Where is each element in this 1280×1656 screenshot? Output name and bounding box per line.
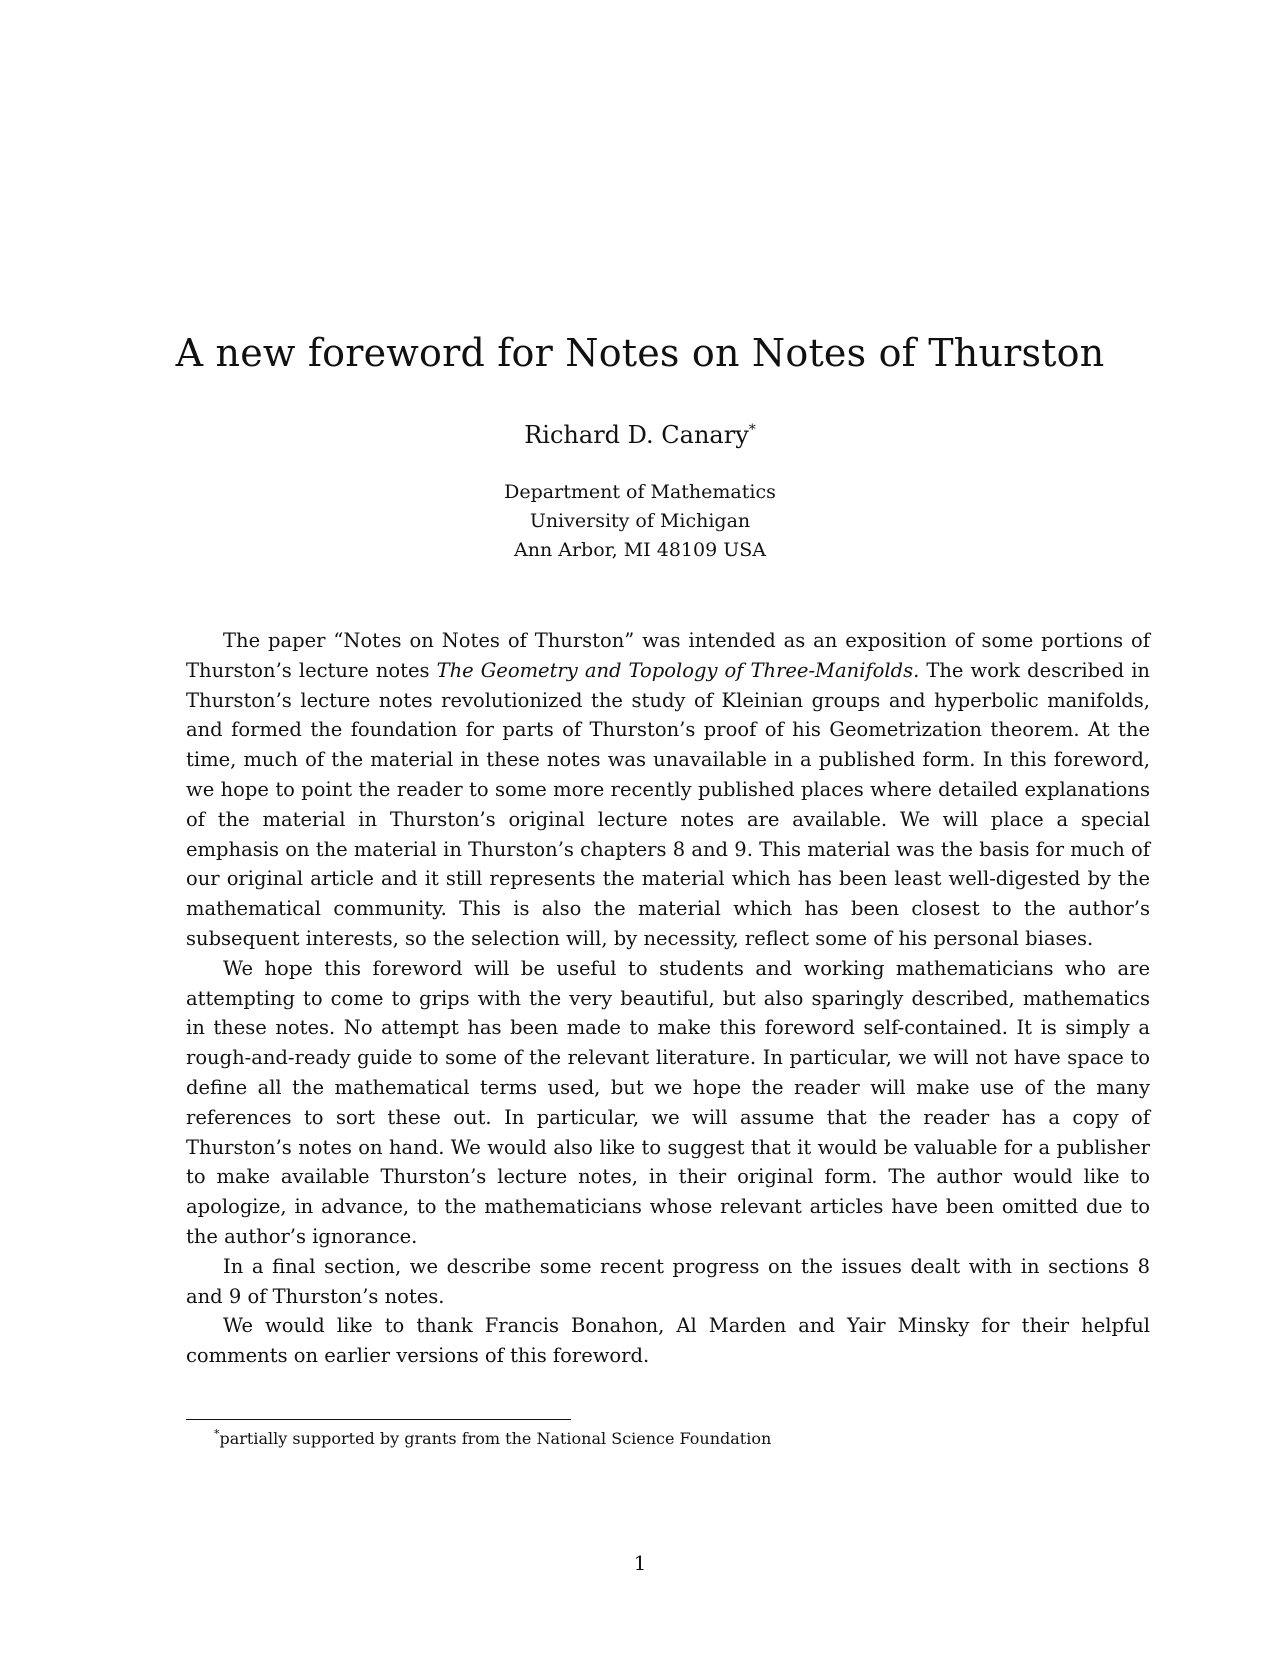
paragraph-1 [186,626,1150,954]
body-text [186,626,1150,1371]
author-name [0,420,1280,450]
paragraph-2: We hope this foreword will be useful to students and working mathematicians who are attempting to come to grips with the very beautiful, but also sparingly described, mathematics in these notes. No attempt has been made to make this foreword self-contained. It is simply a rough-and-ready guide to some of the relevant literature. In particular, we will not have space to define all the mathematical terms used, but we hope the reader will make use of the many references to sort these out. In particular, we will assume that the reader has a copy of Thurston’s notes on hand. We would also like to suggest that it would be valuable for a publisher to make available Thurston’s lecture notes, in their original form. The author would like to apologize, in advance, to the mathematicians whose relevant articles have been omitted due to the author’s ignorance. [186,956,1150,1248]
footnote-mark: * [214,1427,220,1441]
paper-title: A new foreword for Notes on Notes of Thurston [175,331,1105,375]
paragraph-4: We would like to thank Francis Bonahon, Al Marden and Yair Minsky for their helpful comments on earlier versions of this foreword. [186,1314,1150,1368]
book-title: The Geometry and Topology of Three-Manifolds. [436,658,920,682]
affiliation-department: Department of Mathematics [504,481,776,503]
paragraph-3: In a final section, we describe some recent progress on the issues dealt with in sections 8 and 9 of Thurston’s notes. [186,1254,1150,1308]
page-number: 1 [633,1551,647,1575]
footnote-rule [186,1419,571,1420]
author-footnote-mark: * [748,422,756,438]
affiliation-address: Ann Arbor, MI 48109 USA [514,539,766,561]
footnote [214,1428,1114,1450]
affiliation-university: University of Michigan [529,510,751,532]
paragraph-1-part-b: The work described in Thurston’s lecture notes revolutionized the study of Kleinian groups and hyperbolic manifolds, and formed the foundation for parts of Thurston’s proof of his Geometrization theorem. At the time, much of the material in these notes was unavailable in a published form. In this foreword, we hope to point the reader to some more recently published places where detailed explanations of the material in Thurston’s original lecture notes are available. We will place a special emphasis on the material in Thurston’s chapters 8 and 9. This material was the basis for much of our original article and it still represents the material which has been least well-digested by the mathematical community. This is also the material which has been closest to the author’s subsequent interests, so the selection will, by necessity, reflect some of his personal biases. [186,658,1150,950]
author-name-text: Richard D. Canary [524,421,749,449]
footnote-text: partially supported by grants from the National Science Foundation [219,1429,772,1448]
paragraph-1-part-a: The paper “Notes on Notes of Thurston” was intended as an exposition of some portions of Thurston’s lecture notes [186,629,1150,682]
author-affiliation [0,478,1280,565]
